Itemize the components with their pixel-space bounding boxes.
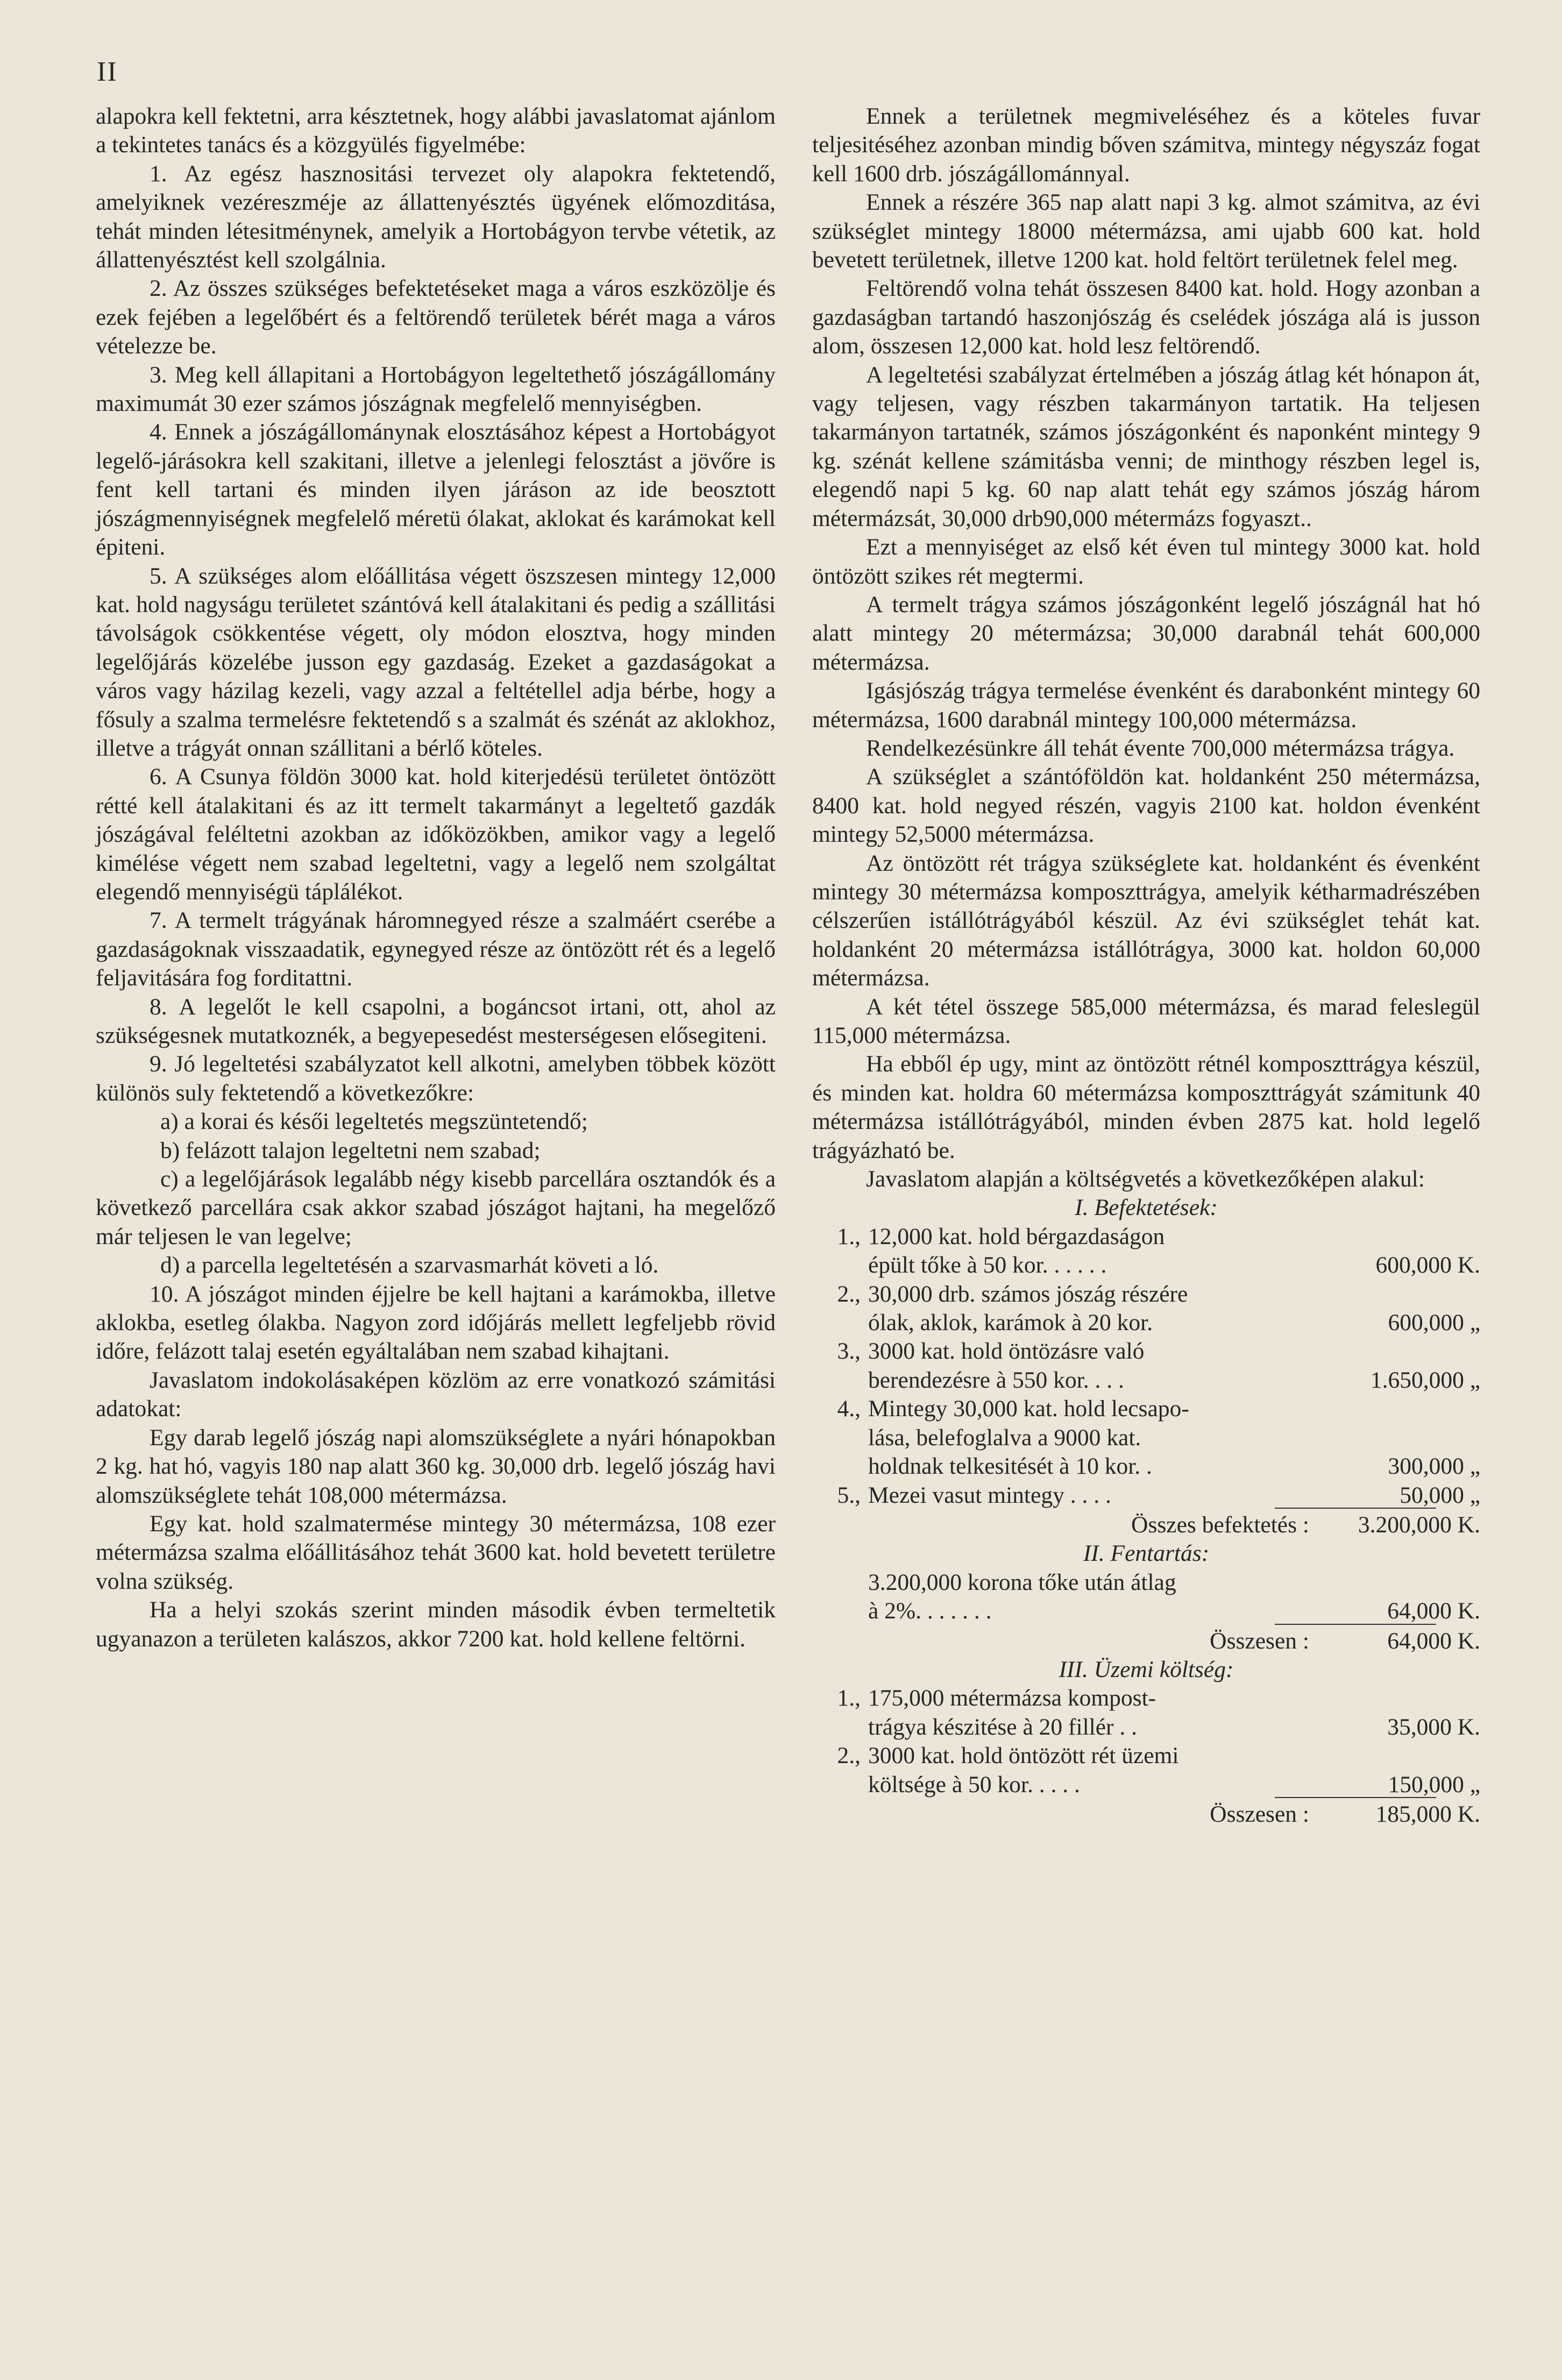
- item-number: 4.,: [837, 1396, 861, 1422]
- paragraph: 7. A termelt trágyának háromnegyed része a szalmáért cserébe a gazdaságoknak visszaadatik, egynegyed része az öntözött rét és a legelő feljavitására fog forditattni.: [96, 907, 776, 991]
- budget-row: [812, 1568, 1480, 1597]
- item-text: 3.200,000 korona tőke után átlag: [868, 1569, 1176, 1595]
- paragraph: 1. Az egész hasznositási tervezet oly alapokra fektetendő, amelyiknek vezéreszméje az állattenyésztés ügyének előmozditása, tehát minden létesitménynek, amelyik a Hortobágyon tervbe vétetik, az állattenyésztést kell szolgálnia.: [96, 160, 776, 273]
- budget-row: [812, 1684, 1480, 1713]
- total-label: Összesen :: [1210, 1628, 1309, 1654]
- total-amount: 3.200,000 K.: [1358, 1511, 1480, 1538]
- item-text: berendezésre à 550 kor. . . .: [868, 1367, 1124, 1393]
- budget-row: [812, 1395, 1480, 1423]
- paragraph: Rendelkezésünkre áll tehát évente 700,000 métermázsa trágya.: [866, 735, 1455, 761]
- item-amount: 50,000 „: [1400, 1482, 1480, 1508]
- paragraph: A két tétel összege 585,000 métermázsa, és marad feleslegül 115,000 métermázsa.: [812, 993, 1480, 1048]
- paragraph: 3. Meg kell állapitani a Hortobágyon legeltethető jószágállomány maximumát 30 ezer számos jószágnak megfelelő mennyiségben.: [96, 361, 776, 417]
- item-text: 175,000 métermázsa kompost-: [868, 1685, 1156, 1711]
- page-number: II: [97, 56, 118, 87]
- budget-row: [812, 1597, 1480, 1625]
- paragraph: Ha a helyi szokás szerint minden második évben termeltetik ugyanazon a területen kalászos, akkor 7200 kat. hold kellene feltörni.: [96, 1597, 776, 1652]
- paragraph: Javaslatom alapján a költségvetés a következőképen alakul:: [866, 1166, 1425, 1192]
- budget-row: [812, 1337, 1480, 1366]
- item-text: Mezei vasut mintegy . . . .: [868, 1482, 1111, 1508]
- budget-row: [812, 1424, 1480, 1452]
- budget-row: [812, 1366, 1480, 1395]
- total-row: [812, 1627, 1480, 1656]
- paragraph: Igásjószág trágya termelése évenként és darabonként mintegy 60 métermázsa, 1600 darabnál mintegy 100,000 métermázsa.: [812, 678, 1480, 733]
- item-amount: 1.650,000 „: [1370, 1367, 1480, 1393]
- budget-row: [812, 1280, 1480, 1309]
- budget-row: [812, 1742, 1480, 1770]
- paragraph: Egy darab legelő jószág napi alomszükséglete a nyári hónapokban 2 kg. hat hó, vagyis 180 nap alatt 360 kg. 30,000 drb. legelő jószág havi alomszükséglete tehát 108,000 métermázsa.: [96, 1424, 776, 1508]
- item-text: Mintegy 30,000 kat. hold lecsapo-: [868, 1396, 1189, 1422]
- total-amount: 185,000 K.: [1375, 1801, 1480, 1827]
- item-amount: 64,000 K.: [1387, 1598, 1480, 1624]
- item-text: 3000 kat. hold öntözött rét üzemi: [868, 1743, 1179, 1769]
- item-amount: 600,000 K.: [1375, 1252, 1480, 1278]
- paragraph: Egy kat. hold szalmatermése mintegy 30 métermázsa, 108 ezer métermázsa szalma előállitásához tehát 3600 kat. hold bevetett területre volna szükség.: [96, 1510, 776, 1594]
- paragraph: Ennek a területnek megmiveléséhez és a köteles fuvar teljesitéséhez azonban mindig bőven számitva, mintegy négyszáz fogat kell 1600 drb. jószágállománnyal.: [812, 103, 1480, 187]
- total-label: Összes befektetés :: [1131, 1511, 1309, 1538]
- paragraph: A termelt trágya számos jószágonként legelő jószágnál hat hó alatt mintegy 20 métermázsa; 30,000 darabnál tehát 600,000 métermázsa.: [812, 591, 1480, 675]
- list-item: a) a korai és késői legeltetés megszüntetendő;: [160, 1109, 588, 1135]
- item-text: 12,000 kat. hold bérgazdaságon: [868, 1223, 1165, 1249]
- list-item: c) a legelőjárások legalább négy kisebb parcellára osztandók és a következő parcellára csak akkor szabad jószágot hajtani, ha megelőző már teljesen le van legelve;: [96, 1166, 776, 1249]
- paragraph: 10. A jószágot minden éjjelre be kell hajtani a karámokba, illetve aklokba, esetleg ólakba. Nagyon zord időjárás mellett legfeljebb rövid időre, felázott talaj esetén egyáltalában nem szabad kihajtani.: [96, 1281, 776, 1365]
- item-number: 1.,: [837, 1685, 861, 1711]
- item-text: költsége à 50 kor. . . . .: [868, 1771, 1080, 1798]
- budget-row: [812, 1771, 1480, 1799]
- item-text: 3000 kat. hold öntözásre való: [868, 1338, 1145, 1365]
- paragraph: 4. Ennek a jószágállománynak elosztásához képest a Hortobágyot legelő-járásokra kell szakitani, illetve a jelenlegi felosztást a jövőre is fent kell tartani és minden ilyen járáson az ide beosztott jószágmennyiségnek megfelelő méretü ólakat, aklokat és karámokat kell épiteni.: [96, 419, 776, 560]
- list-item: d) a parcella legeltetésén a szarvasmarhát követi a ló.: [160, 1252, 659, 1278]
- budget-row: [812, 1452, 1480, 1481]
- item-number: 2.,: [837, 1743, 861, 1769]
- item-number: 2.,: [837, 1281, 861, 1307]
- item-text: ólak, aklok, karámok à 20 kor.: [868, 1310, 1153, 1336]
- budget-row: [812, 1481, 1480, 1510]
- item-amount: 35,000 K.: [1387, 1714, 1480, 1740]
- item-text: à 2%. . . . . . .: [868, 1598, 992, 1624]
- paragraph: Ha ebből ép ugy, mint az öntözött rétnél komposzttrágya készül, és minden kat. holdra 60 métermázsa komposzttrágyát számitunk 40 métermázsa istállótrágyából, minden évben 2875 kat. hold legelő trágyázható be.: [812, 1051, 1480, 1163]
- paragraph: alapokra kell fektetni, arra késztetnek, hogy alábbi javaslatomat ajánlom a tekintetes tanács és a közgyülés figyelmébe:: [96, 103, 776, 158]
- left-column: [96, 102, 776, 1653]
- total-row: [812, 1800, 1480, 1829]
- budget-row: [812, 1251, 1480, 1280]
- item-number: 3.,: [837, 1338, 861, 1365]
- paragraph: A legeltetési szabályzat értelmében a jószág átlag két hónapon át, vagy teljesen, vagy részben takarmányon tartatik. Ha teljesen takarmányon tartatnék, számos jószágonként és naponként mintegy 9 kg. szénát kellene számitásba venni; de minthogy részben legel is, elegendő napi 5 kg. 60 nap alatt tehát egy számos jószág három métermázsát, 30,000 drb90,000 métermázs fogyaszt..: [812, 361, 1480, 531]
- paragraph: 2. Az összes szükséges befektetéseket maga a város eszközölje és ezek fejében a legelőbért és a feltörendő területek bérét maga a város vételezze be.: [96, 275, 776, 359]
- paragraph: 5. A szükséges alom előállitása végett öszszesen mintegy 12,000 kat. hold nagyságu területet szántóvá kell átalakitani és pedig a szállitási távolságok csökkentése végett, oly módon elosztva, hogy minden legelőjárás közelébe jusson egy gazdaság. Ezeket a gazdaságokat a város vagy házilag kezeli, vagy azzal a feltétellel adja bérbe, hogy a fősuly a szalma termelésre fektetendő s a szalmát és szénát az aklokhoz, illetve a trágyát onnan szállitani a bérlő köteles.: [96, 563, 776, 761]
- section-heading-investments: I. Befektetések:: [1075, 1195, 1218, 1221]
- item-text: trágya készitése à 20 fillér . .: [868, 1714, 1138, 1740]
- budget-row: [812, 1309, 1480, 1337]
- list-item: b) felázott talajon legeltetni nem szabad;: [160, 1137, 541, 1163]
- paragraph: Az öntözött rét trágya szükséglete kat. holdanként és évenként mintegy 30 métermázsa komposzttrágya, amelyik kétharmadrészében célszerűen istállótrágyából készül. Az évi szükséglet tehát kat. holdanként 20 métermázsa istállótrágya, 3000 kat. holdon 60,000 métermázsa.: [812, 850, 1480, 991]
- paragraph: 9. Jó legeltetési szabályzatot kell alkotni, amelyben többek között különös suly fektetendő a következőkre:: [96, 1051, 776, 1106]
- budget-table: [812, 1193, 1480, 1829]
- total-label: Összesen :: [1210, 1801, 1309, 1827]
- budget-row: [812, 1713, 1480, 1742]
- budget-row: [812, 1223, 1480, 1251]
- item-text: épült tőke à 50 kor. . . . . .: [868, 1252, 1107, 1278]
- section-heading-maintenance: II. Fentartás:: [1083, 1540, 1210, 1567]
- item-text: 30,000 drb. számos jószág részére: [868, 1281, 1188, 1307]
- paragraph: Ennek a részére 365 nap alatt napi 3 kg. almot számitva, az évi szükséglet mintegy 18000 métermázsa, ami ujabb 600 kat. hold bevetett területnek, illetve 1200 kat. hold feltört területnek felel meg.: [812, 189, 1480, 273]
- item-number: 1.,: [837, 1223, 861, 1249]
- total-row: [812, 1511, 1480, 1539]
- paragraph: 8. A legelőt le kell csapolni, a bogáncsot irtani, ott, ahol az szükségesnek mutatkoznék, a begyepesedést mesterségesen elősegiteni.: [96, 993, 776, 1048]
- item-text: lása, belefoglalva a 9000 kat.: [868, 1424, 1141, 1451]
- paragraph: Feltörendő volna tehát összesen 8400 kat. hold. Hogy azonban a gazdaságban tartandó haszonjószág és cselédek jószága alá is jusson alom, összesen 12,000 kat. hold lesz feltörendő.: [812, 275, 1480, 359]
- paragraph: Ezt a mennyiséget az első két éven tul mintegy 3000 kat. hold öntözött szikes rét megtermi.: [812, 534, 1480, 589]
- item-amount: 150,000 „: [1388, 1771, 1480, 1798]
- section-heading-operating-costs: III. Üzemi költség:: [1059, 1656, 1234, 1682]
- item-text: holdnak telkesitését à 10 kor. .: [868, 1453, 1152, 1480]
- paragraph: A szükséglet a szántóföldön kat. holdanként 250 métermázsa, 8400 kat. hold negyed részén, vagyis 2100 kat. holdon évenként mintegy 52,5000 métermázsa.: [812, 764, 1480, 848]
- total-amount: 64,000 K.: [1387, 1628, 1480, 1654]
- paragraph: Javaslatom indokolásaképen közlöm az erre vonatkozó számitási adatokat:: [96, 1367, 776, 1422]
- right-column: [812, 102, 1480, 1829]
- item-amount: 300,000 „: [1388, 1453, 1480, 1480]
- item-amount: 600,000 „: [1388, 1310, 1480, 1336]
- item-number: 5.,: [837, 1482, 861, 1508]
- paragraph: 6. A Csunya földön 3000 kat. hold kiterjedésü területet öntözött rétté kell átalakitani és az itt termelt takarmányt a legeltető gazdák jószágával feléltetni azokban az időközökben, amikor vagy a legelő kimélése végett nem szabad legeltetni, vagy a legelő nem szolgáltat elegendő mennyiségü táplálékot.: [96, 764, 776, 905]
